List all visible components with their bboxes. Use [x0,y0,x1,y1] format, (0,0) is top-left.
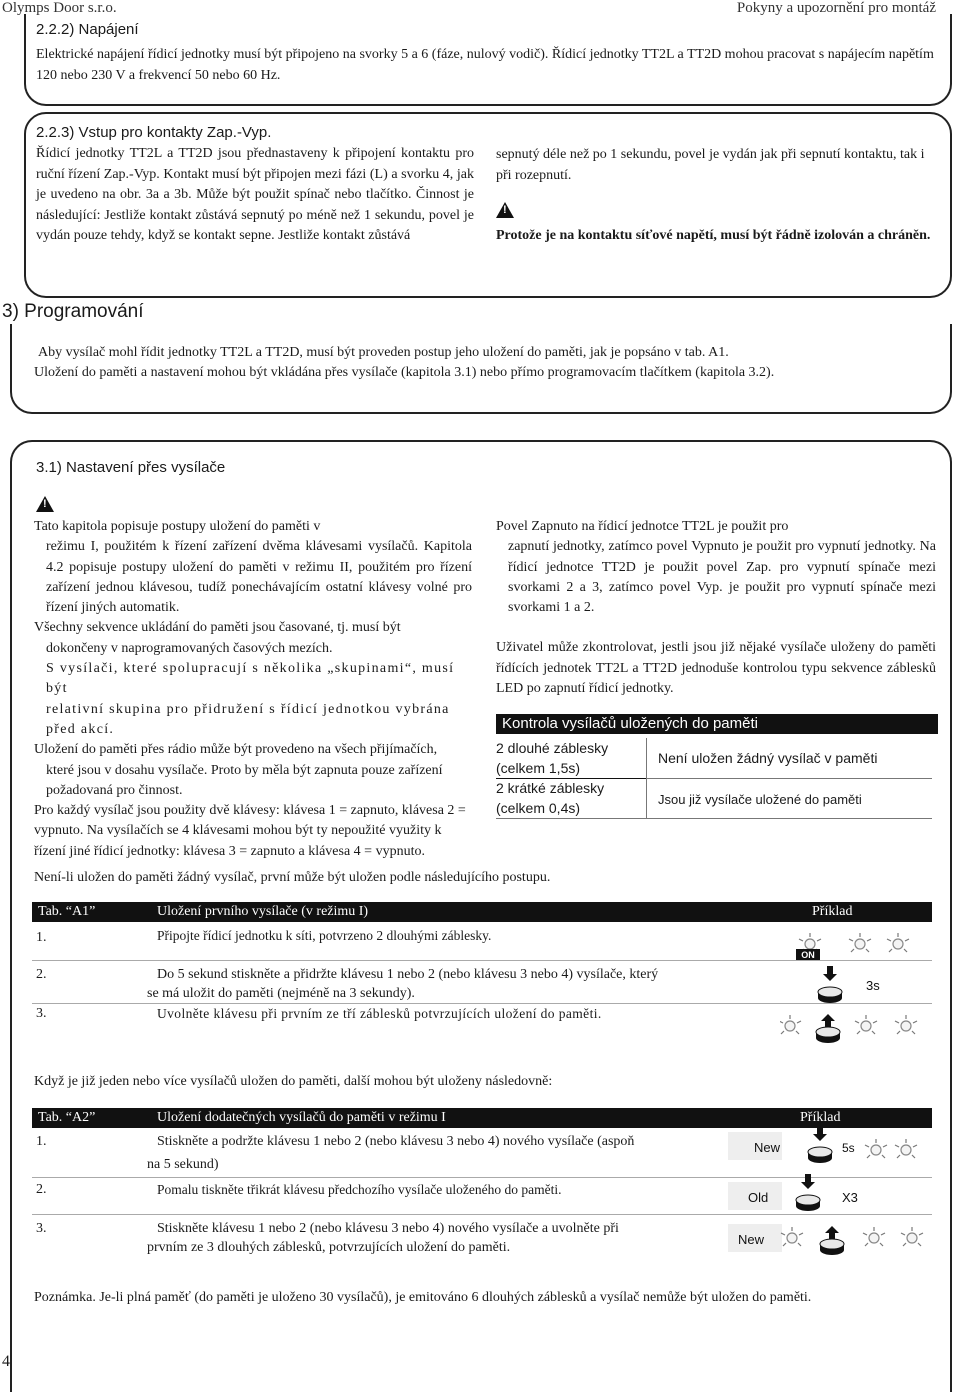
table-a2-title: Uložení dodatečných vysílačů do paměti v režimu I [157,1110,446,1125]
svg-text:ON: ON [801,950,815,960]
intro-a1: Není-li uložen do paměti žádný vysílač, první může být uložen podle následujícího postupu. [34,870,551,885]
table-a1-title: Uložení prvního vysílače (v režimu I) [157,904,369,919]
button-icon-5 [820,1226,844,1255]
left-para-5: S vysílači, které spolupracují s několika „skupinami“, musí být [46,661,455,697]
a1-step3-text: Uvolněte klávesu při prvním ze tří záblesků potvrzujících uložení do paměti. [157,1006,602,1021]
power-text: Elektrické napájení řídicí jednotky musí být připojeno na svorky 5 a 6 (fáze, nulový vodič). Řídicí jednotky TT2L a TT2D mohou pracovat s napájecím napětím 120 nebo 230 V a frekvencí 50 nebo 60 Hz. [36,47,934,83]
svg-text:5s: 5s [842,1141,855,1155]
a2-example-icons [728,1126,938,1266]
table-a1-label: Tab. “A1” [38,904,96,919]
programming-line1: Aby vysílač mohl řídit jednotky TT2L a TT2D, musí být proveden postup jeho uložení do paměti, jak je popsáno v tab. A1. [38,345,729,360]
svg-text:3s: 3s [866,978,880,993]
right-para-1b: zapnutí jednotky, zatímco povel Vypnuto je použit pro vypnutí jednotky. Na řídicí jednotce TT2D je použit povel Zap. pro vypnutí spínače mezi svorkami 2 a 3, zatímco povel Vyp. je použit pro vypnutí spínače mezi svorkami 1 a 2. [508,539,936,616]
left-para-6: relativní skupina pro přidružení s řídicí jednotkou vybrána před akcí. [46,701,450,737]
section31-left [34,517,472,862]
svg-text:New: New [754,1140,781,1155]
bulb-icon-9 [781,1227,803,1246]
a2-step3-text2: prvním ze 3 dlouhých záblesků, potvrzujících uložení do paměti. [147,1240,511,1255]
a2-step2-text: Pomalu tiskněte třikrát klávesu předchozího vysílače uloženého do paměti. [157,1182,562,1197]
bulb-icon-3 [887,933,909,952]
check-col-divider [646,738,647,818]
input-right-text: sepnutý déle než po 1 sekundu, povel je vydán jak při sepnutí kontaktu, tak i při rozepnutí. [496,147,925,183]
section31-title: 3.1) Nastavení přes vysílače [36,459,226,476]
a2-step2-num: 2. [36,1182,47,1197]
svg-text:X3: X3 [842,1190,858,1205]
a1-step2-num: 2. [36,967,47,982]
bulb-icon-6 [895,1015,917,1034]
table-a1-example: Příklad [812,904,853,919]
button-icon-1 [818,966,842,1003]
left-para-2: režimu I, použitém k řízení zařízení dvěma klávesami vysílačů. Kapitola 4.2 popisuje postupy uložení do paměti v režimu II, použitém pro řízení zařízení jednou klávesou, tudíž ponechávajícím ostatní klávesy volné pro řízení jiných automatik. [46,539,472,616]
svg-text:Old: Old [748,1190,769,1205]
button-icon-3 [808,1126,832,1163]
left-para-3: Všechny sekvence ukládání do paměti jsou časované, tj. musí být [34,620,401,636]
check-row-1-b: (celkem 1,5s) [496,760,581,776]
check-row-2-b: (celkem 0,4s) [496,800,581,816]
a1-step2-text: Do 5 sekund stiskněte a přidržte klávesu 1 nebo 2 (nebo klávesu 3 nebo 4) vysílače, který [157,967,659,982]
a2-step3-num: 3. [36,1221,47,1236]
a1-step3-num: 3. [36,1006,47,1021]
memory-note: Poznámka. Je-li plná paměť (do paměti je uloženo 30 vysílačů), je emitováno 6 dlouhých záblesků a vysílač nemůže být uložen do paměti. [34,1290,812,1305]
left-para-4: dokončeny v naprogramovaných časových mezích. [46,640,333,656]
button-icon-4 [796,1174,820,1211]
left-para-8: které jsou v dosahu vysílače. Proto by měla být zapnuta pouze zařízení požadovaná pro činnost. [46,762,443,798]
table-a2-example: Příklad [800,1110,841,1125]
check-row-1-a: 2 dlouhé záblesky [496,740,609,756]
section31-right [496,517,936,699]
a1-step2-text2: se má uložit do paměti (nejméně na 3 sekundy). [147,986,415,1001]
button-icon-2 [816,1014,840,1043]
programming-line2: Uložení do paměti a nastavení mohou být vkládána přes vysílače (kapitola 3.1) nebo přímo programovacím tlačítkem (kapitola 3.2). [34,365,775,380]
company-name: Olymps Door s.r.o. [2,0,117,16]
bulb-icon-4 [780,1015,801,1034]
warning-icon [496,202,514,218]
a2-step1-num: 1. [36,1134,47,1149]
bulb-icon-10 [863,1227,885,1246]
a2-step3-text: Stiskněte klávesu 1 nebo 2 (nebo klávesu 3 nebo 4) nového vysílače a uvolněte při [157,1221,619,1236]
left-para-7: Uložení do paměti přes rádio může být provedeno na všech přijímačích, [34,742,438,758]
a1-step1-text: Připojte řídicí jednotku k síti, potvrzeno 2 dlouhými záblesky. [157,928,492,943]
check-row-1-c: Není uložen žádný vysílač v paměti [658,750,878,766]
input-title: 2.2.3) Vstup pro kontakty Zap.-Vyp. [36,124,272,141]
svg-text:New: New [738,1232,765,1247]
check-table-title: Kontrola vysílačů uložených do paměti [496,714,938,734]
a1-step1-num: 1. [36,930,47,945]
bulb-icon-2 [849,933,871,952]
check-row-2-a: 2 krátké záblesky [496,780,605,796]
table-a2-label: Tab. “A2” [38,1110,96,1125]
bulb-icon-8 [895,1139,917,1158]
bulb-icon-5 [855,1015,877,1034]
right-para-2: Uživatel může zkontrolovat, jestli jsou již nějaké vysílače uloženy do paměti řídících jednotek TT2L a TT2D jednoduše kontrolou typu sekvence záblesků LED po zapnutí řídicí jednotky. [496,640,936,697]
power-title: 2.2.2) Napájení [36,21,139,38]
input-warning: Protože je na kontaktu síťové napětí, musí být řádně izolován a chráněn. [496,228,931,243]
page-number: 4 [2,1353,10,1370]
document-title: Pokyny a upozornění pro montáž [736,0,936,16]
warning-icon-2 [36,496,54,512]
check-divider-2 [496,818,932,819]
left-para-9: Pro každý vysílač jsou použity dvě klávesy: klávesa 1 = zapnuto, klávesa 2 = vypnuto. Na vysílačích se 4 klávesami mohou být ty nepoužité využity k řízení jiné řídicí jednotky: klávesa 3 = zapnuto a klávesa 4 = vypnuto. [34,803,466,859]
check-divider-1b [646,778,932,779]
right-para-1a: Povel Zapnuto na řídicí jednotce TT2L je použit pro [496,519,789,534]
input-left-text: Řídicí jednotky TT2L a TT2D jsou přednastaveny k připojení kontaktu pro ruční řízení Zap.-Vyp. Kontakt musí být připojen mezi fázi (L) a svorku 4, jak je uvedeno na obr. 3a a 3b. Může být použit spínač nebo tlačítko. Činnost je následující: Jestliže kontakt zůstává sepnutý po méně než 1 sekundu, povel je vydán pouze tehdy, když se kontakt sepne. Jestliže kontakt zůstává [36,146,474,244]
a2-step1-text2: na 5 sekund) [147,1157,219,1172]
programming-title: 3) Programování [2,301,144,322]
a1-example-icons [780,926,940,1046]
left-para-1: Tato kapitola popisuje postupy uložení do paměti v [34,519,321,534]
bulb-icon-11 [901,1227,923,1246]
check-row-2-c: Jsou již vysílače uložené do paměti [658,792,862,807]
intro-a2: Když je již jeden nebo více vysílačů uložen do paměti, další mohou být uloženy následovně: [34,1074,553,1089]
bulb-icon-7 [865,1139,887,1158]
a2-step1-text: Stiskněte a podržte klávesu 1 nebo 2 (nebo klávesu 3 nebo 4) nového vysílače (aspoň [157,1134,635,1149]
